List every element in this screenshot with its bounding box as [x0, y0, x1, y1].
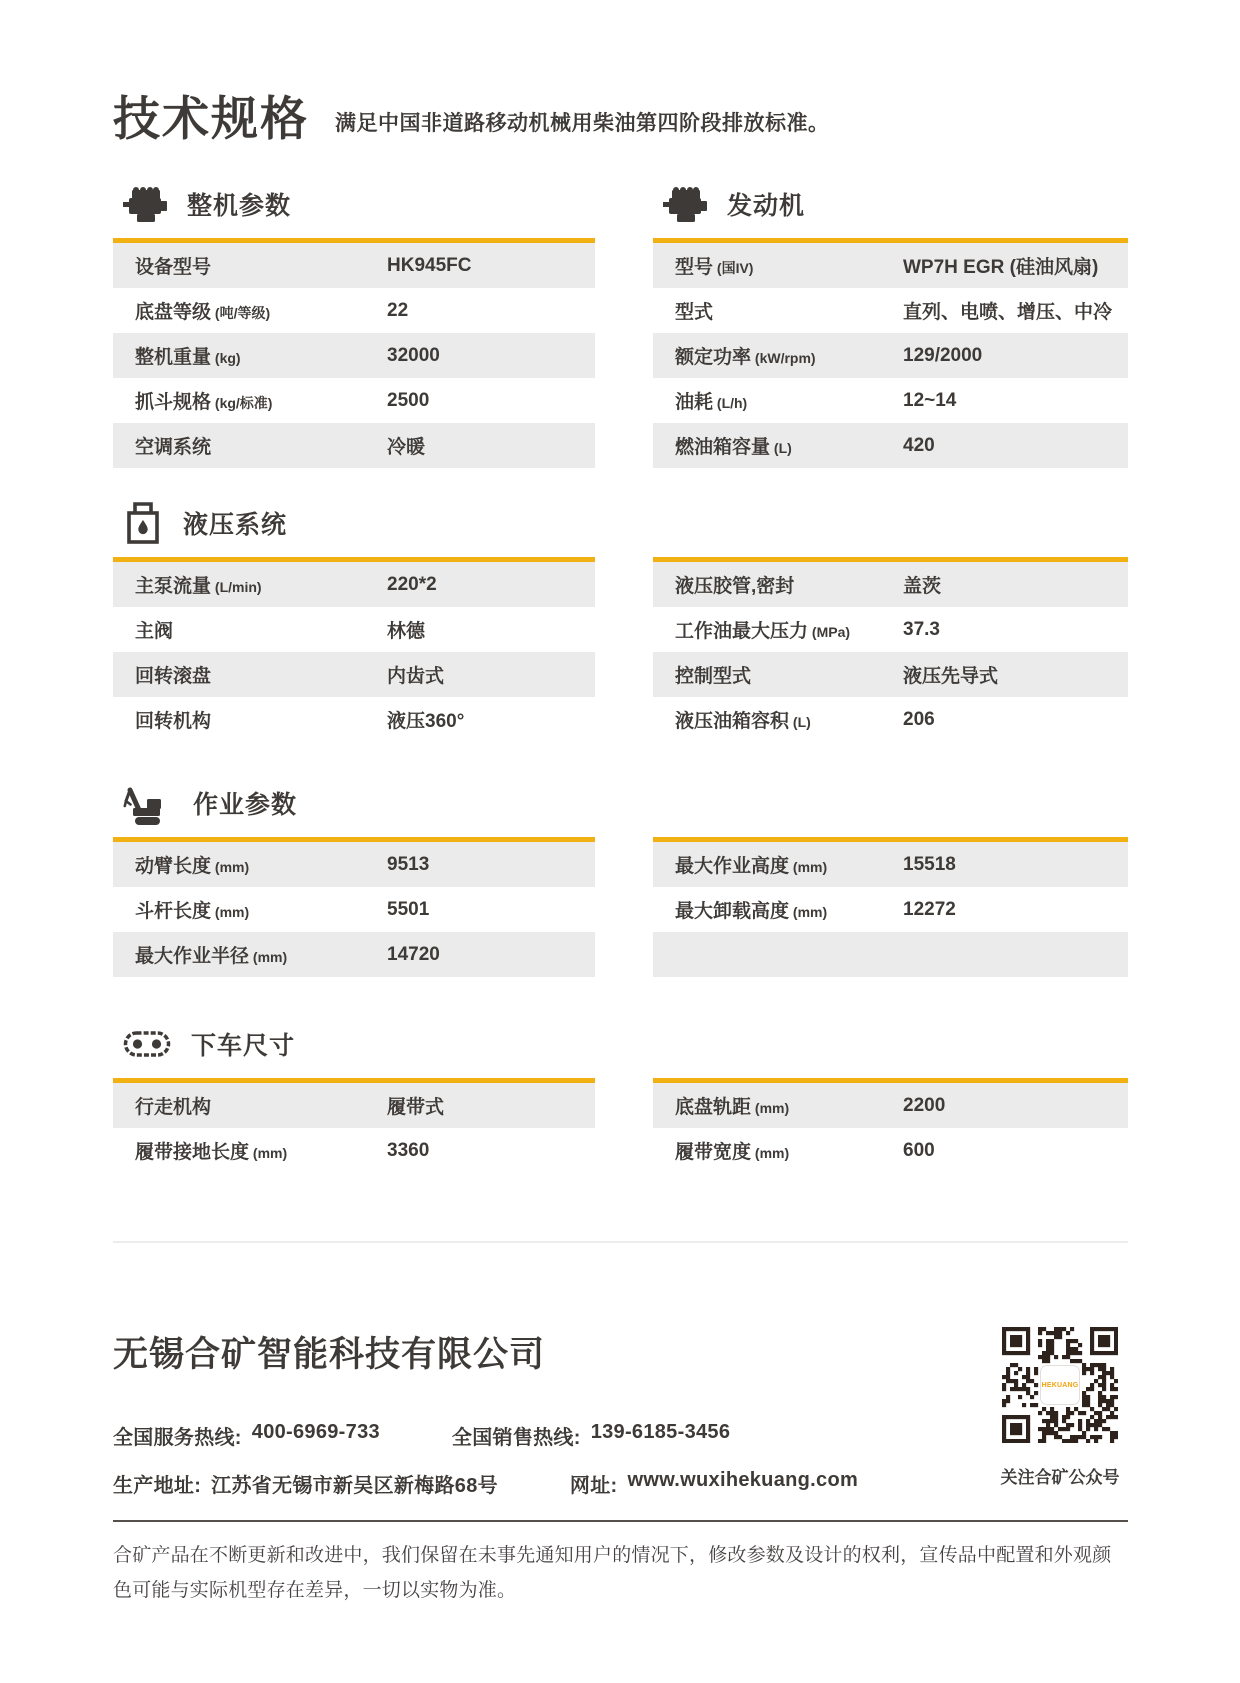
contact-line-hotlines	[113, 1421, 858, 1450]
spec-value: 420	[903, 434, 935, 456]
spec-table	[113, 238, 595, 468]
spec-value: 12272	[903, 898, 956, 920]
spec-unit: (mm)	[211, 904, 250, 921]
crawler-track-icon	[123, 1030, 171, 1058]
spec-table	[113, 837, 595, 977]
spec-unit: (kW/rpm)	[751, 350, 816, 367]
company-name: 无锡合矿智能科技有限公司	[113, 1335, 546, 1375]
spec-row	[653, 932, 1128, 977]
spec-label: 燃油箱容量 (L)	[675, 437, 792, 459]
website-value: www.wuxihekuang.com	[627, 1469, 859, 1492]
spec-unit: (kg)	[211, 350, 241, 367]
spec-label: 回转滚盘	[135, 666, 212, 688]
spec-unit: (L)	[789, 714, 811, 731]
section-title: 发动机	[727, 192, 806, 221]
spec-value: WP7H EGR (硅油风扇)	[903, 257, 1099, 279]
spec-unit: (L/min)	[211, 579, 262, 596]
address-value: 江苏省无锡市新吴区新梅路68号	[211, 1475, 498, 1498]
footer-company-block	[113, 1243, 858, 1498]
spec-value: 15518	[903, 853, 956, 875]
spacer	[390, 1421, 442, 1450]
spec-value: 37.3	[903, 618, 940, 640]
spec-unit: (MPa)	[808, 624, 851, 641]
title-row	[113, 0, 1128, 143]
spec-label: 最大作业半径 (mm)	[135, 946, 288, 968]
disclaimer-divider	[113, 1520, 1128, 1522]
spec-label: 空调系统	[135, 437, 212, 459]
spec-unit: (mm)	[211, 859, 250, 876]
spec-unit: (L/h)	[713, 395, 748, 412]
spec-value: 林德	[387, 621, 426, 643]
table-pair	[113, 1078, 1128, 1173]
spec-row	[653, 288, 1128, 333]
spec-row	[113, 378, 595, 423]
engine-icon	[123, 186, 167, 223]
spec-unit: (mm)	[249, 949, 288, 966]
table-pair	[113, 837, 1128, 977]
spec-label: 型号 (国IV)	[675, 257, 754, 279]
section-title: 整机参数	[187, 192, 292, 221]
spec-value: 9513	[387, 853, 430, 875]
spec-unit: (mm)	[789, 904, 828, 921]
spec-row	[113, 1128, 595, 1173]
section-header	[123, 179, 595, 229]
spec-table	[653, 1078, 1128, 1173]
spec-value: 内齿式	[387, 666, 445, 688]
section-title: 下车尺寸	[191, 1032, 296, 1061]
spec-label: 控制型式	[675, 666, 752, 688]
spec-label: 最大作业高度 (mm)	[675, 856, 828, 878]
spec-value: 液压360°	[387, 711, 465, 733]
section-title: 作业参数	[193, 791, 298, 820]
section-header	[663, 179, 1128, 229]
sales-hotline-label: 全国销售热线:	[451, 1427, 581, 1450]
spec-value: 履带式	[387, 1097, 445, 1119]
spec-label: 主阀	[135, 621, 174, 643]
spec-value: 液压先导式	[903, 666, 999, 688]
spec-table	[653, 238, 1128, 468]
engine-icon	[663, 186, 707, 223]
spec-table	[653, 837, 1128, 977]
spec-value: 2200	[903, 1094, 946, 1116]
spec-label: 履带接地长度 (mm)	[135, 1142, 288, 1164]
spec-value: 直列、电喷、增压、中冷	[903, 302, 1113, 324]
spec-row	[113, 697, 595, 742]
spec-row	[113, 652, 595, 697]
spec-row	[653, 243, 1128, 288]
spec-unit: (mm)	[751, 1100, 790, 1117]
section-machine-params	[113, 179, 595, 468]
spec-label: 斗杆长度 (mm)	[135, 901, 250, 923]
spec-unit: (L)	[770, 440, 792, 457]
section-working-params	[113, 778, 1128, 977]
excavator-icon	[123, 781, 173, 826]
spec-label: 额定功率 (kW/rpm)	[675, 347, 816, 369]
spec-row	[653, 697, 1128, 742]
spec-row	[113, 1083, 595, 1128]
spec-value: 129/2000	[903, 344, 983, 366]
page-subtitle: 满足中国非道路移动机械用柴油第四阶段排放标准。	[335, 112, 830, 136]
spec-table	[113, 1078, 595, 1173]
spec-row	[653, 607, 1128, 652]
spec-row	[113, 562, 595, 607]
spec-label: 液压油箱容积 (L)	[675, 711, 811, 733]
spec-value: 32000	[387, 344, 440, 366]
spec-label: 最大卸载高度 (mm)	[675, 901, 828, 923]
table-pair	[113, 557, 1128, 742]
spec-label: 型式	[675, 302, 714, 324]
section-header	[123, 1019, 1128, 1069]
spec-row	[653, 842, 1128, 887]
spec-row	[113, 887, 595, 932]
qr-code	[1002, 1327, 1118, 1443]
spec-value: 220*2	[387, 573, 437, 595]
spec-label: 抓斗规格 (kg/标准)	[135, 392, 273, 414]
spec-label: 底盘轨距 (mm)	[675, 1097, 790, 1119]
spec-label: 回转机构	[135, 711, 212, 733]
spec-unit: (kg/标准)	[211, 395, 273, 412]
spec-value: 600	[903, 1139, 935, 1161]
qr-block	[998, 1327, 1122, 1488]
spec-label: 履带宽度 (mm)	[675, 1142, 790, 1164]
disclaimer-text: 合矿产品在不断更新和改进中，我们保留在未事先通知用户的情况下，修改参数及设计的权利，宣传品中配置和外观颜色可能与实际机型存在差异，一切以实物为准。	[113, 1545, 1112, 1602]
spec-value: 12~14	[903, 389, 957, 411]
section-title: 液压系统	[183, 511, 288, 540]
spec-unit: (mm)	[789, 859, 828, 876]
spec-table	[113, 557, 595, 742]
spec-row	[113, 243, 595, 288]
section-hydraulic	[113, 498, 1128, 742]
spec-value: 5501	[387, 898, 430, 920]
qr-center-logo	[1040, 1365, 1080, 1405]
spec-row	[113, 288, 595, 333]
spec-label: 底盘等级 (吨/等级)	[135, 302, 271, 324]
spec-value: 206	[903, 708, 935, 730]
spec-row	[113, 423, 595, 468]
spec-row	[653, 887, 1128, 932]
section-header	[123, 498, 1128, 548]
spec-value: 2500	[387, 389, 430, 411]
spec-value: 22	[387, 299, 409, 321]
spec-label: 液压胶管,密封	[675, 576, 795, 598]
contact-line-address	[113, 1469, 858, 1498]
spec-label: 油耗 (L/h)	[675, 392, 748, 414]
spacer	[508, 1469, 560, 1498]
spec-row	[653, 1128, 1128, 1173]
section-undercarriage	[113, 1019, 1128, 1173]
spec-row	[113, 932, 595, 977]
spec-unit: (吨/等级)	[211, 305, 271, 322]
spec-table	[653, 557, 1128, 742]
spec-label: 整机重量 (kg)	[135, 347, 241, 369]
spec-unit: (mm)	[249, 1145, 288, 1162]
spec-row	[653, 652, 1128, 697]
spec-row	[113, 607, 595, 652]
spec-row	[653, 1083, 1128, 1128]
spec-value: 14720	[387, 943, 440, 965]
spec-label: 主泵流量 (L/min)	[135, 576, 262, 598]
spec-row	[113, 333, 595, 378]
spec-label: 工作油最大压力 (MPa)	[675, 621, 851, 643]
oil-can-icon	[123, 500, 163, 547]
service-hotline-number: 400-6969-733	[251, 1421, 380, 1444]
service-hotline-label: 全国服务热线:	[113, 1427, 242, 1450]
spec-value: 3360	[387, 1139, 430, 1161]
spec-value: HK945FC	[387, 254, 472, 276]
spec-value: 冷暖	[387, 437, 426, 459]
sales-hotline-number: 139-6185-3456	[590, 1421, 731, 1444]
qr-caption: 关注合矿公众号	[1000, 1468, 1120, 1488]
spec-unit: (mm)	[751, 1145, 790, 1162]
spec-row	[653, 378, 1128, 423]
page-title: 技术规格	[113, 92, 309, 145]
spec-row	[653, 423, 1128, 468]
spec-value: 盖茨	[903, 576, 942, 598]
website-label: 网址:	[569, 1475, 618, 1498]
spec-label: 设备型号	[135, 257, 212, 279]
spec-label: 动臂长度 (mm)	[135, 856, 250, 878]
spec-row	[653, 562, 1128, 607]
spec-unit: (国IV)	[713, 260, 754, 277]
qr-logo-text: HEKUANG	[1041, 1381, 1079, 1389]
spec-row	[653, 333, 1128, 378]
spec-row	[113, 842, 595, 887]
footer	[113, 1243, 1128, 1498]
section-header	[123, 778, 1128, 828]
spec-label: 行走机构	[135, 1097, 212, 1119]
address-label: 生产地址:	[113, 1475, 202, 1498]
section-engine	[653, 179, 1128, 468]
top-sections-row	[113, 179, 1128, 468]
